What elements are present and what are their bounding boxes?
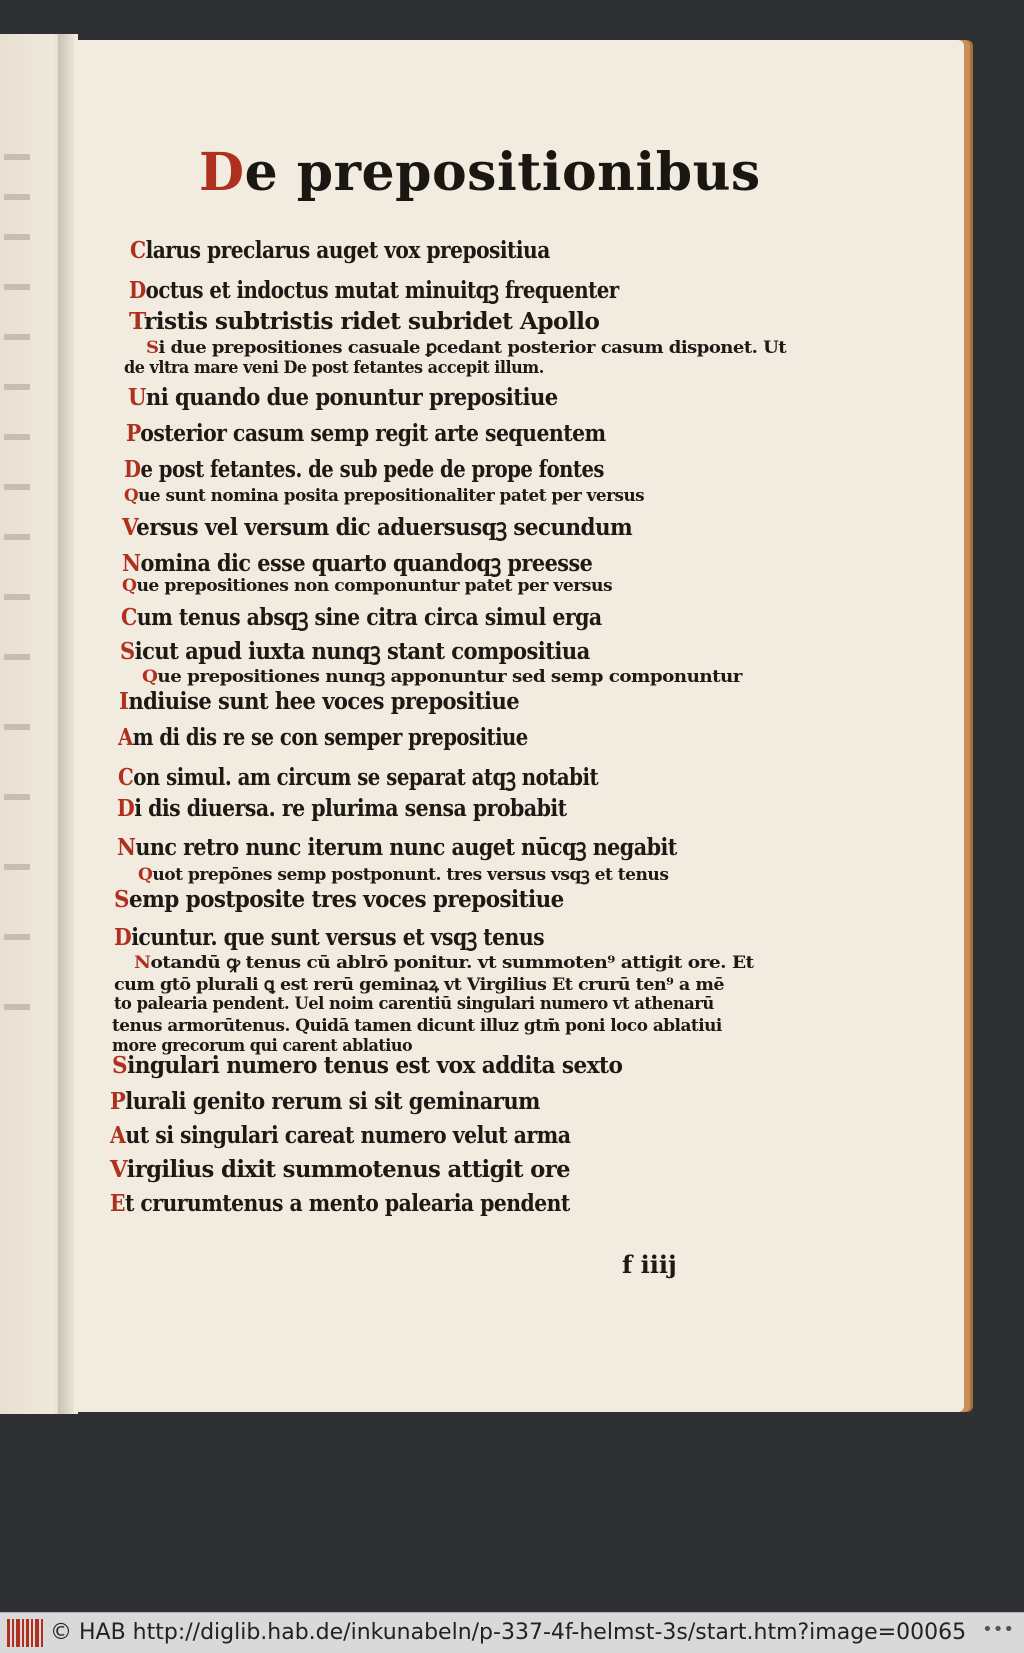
rubric-initial: A — [118, 724, 133, 751]
line-text: more grecorum qui carent ablatiuo — [112, 1036, 413, 1056]
line-text: icuntur. que sunt versus et vsqꝫ tenus — [131, 924, 545, 951]
line-text: i due prepositiones casuale ꝑcedant posterior casum disponet. Ut — [158, 338, 787, 358]
verse-line — [126, 420, 606, 447]
rubric-initial: D — [129, 277, 146, 304]
line-text: uot prepōnes semp postponunt. tres versus vsqꝫ et tenus — [152, 865, 669, 885]
ghost-text — [4, 284, 30, 290]
gloss-line — [146, 338, 786, 358]
line-text: de vltra mare veni De post fetantes accepit illum. — [124, 358, 544, 378]
line-text: ni quando due ponuntur prepositiue — [145, 384, 558, 411]
rubric-initial: Q — [138, 865, 153, 885]
rubric-initial: V — [122, 514, 137, 541]
title-initial: D — [199, 142, 245, 203]
verse-line — [130, 237, 550, 264]
verse-line — [120, 634, 590, 666]
rubric-initial: D — [124, 456, 141, 483]
rubric-initial: S — [114, 886, 129, 913]
rubric-initial: E — [110, 1190, 125, 1217]
gloss-line — [114, 972, 724, 995]
rubric-initial: S — [120, 638, 135, 665]
rubric-initial: D — [117, 795, 135, 822]
line-text: ue sunt nomina posita prepositionaliter patet per versus — [138, 486, 645, 506]
line-text: icut apud iuxta nunqꝫ stant compositiua — [134, 638, 590, 665]
line-text: t crurumtenus a mento palearia pendent — [124, 1190, 570, 1217]
verse-line — [110, 1122, 571, 1149]
verse-line — [112, 1052, 622, 1079]
verse-line — [129, 308, 599, 335]
gloss-line — [142, 664, 742, 687]
ghost-text — [4, 654, 30, 660]
line-text: osterior casum semp regit arte sequentem — [140, 420, 606, 447]
line-text: ersus vel versum dic aduersusqꝫ secundum — [136, 514, 633, 541]
line-text: otandū ꝙ tenus cū ablrō ponitur. vt summoten⁹ attigit ore. Et — [150, 953, 754, 973]
ghost-text — [4, 434, 30, 440]
rubric-initial: A — [110, 1122, 126, 1149]
verse-line — [122, 546, 592, 578]
gloss-line — [124, 486, 644, 506]
line-text: lurali genito rerum si sit geminarum — [125, 1088, 540, 1115]
rubric-initial: T — [129, 308, 145, 335]
verse-line — [114, 886, 564, 913]
line-text: um tenus absqꝫ sine citra circa simul erga — [136, 604, 602, 631]
rubric-initial: Q — [142, 667, 158, 687]
book-page — [74, 40, 964, 1412]
rubric-initial: U — [128, 384, 146, 411]
ghost-text — [4, 154, 30, 160]
line-text: on simul. am circum se separat atqꝫ notabit — [133, 764, 599, 791]
source-url[interactable]: © HAB http://diglib.hab.de/inkunabeln/p-337-4f-helmst-3s/start.htm?image=00065 — [50, 1620, 967, 1645]
line-text: e post fetantes. de sub pede de prope fontes — [140, 456, 604, 483]
line-text: i dis diuersa. re plurima sensa probabit — [134, 795, 567, 822]
ghost-text — [4, 384, 30, 390]
title-text: e prepositionibus — [244, 142, 761, 203]
ghost-text — [4, 334, 30, 340]
rubric-initial: C — [121, 604, 137, 631]
verse-line — [117, 830, 677, 862]
rubric-initial: C — [118, 764, 134, 791]
verse-line — [122, 510, 632, 542]
gloss-line — [114, 994, 714, 1014]
line-text: ndiuise sunt hee voces prepositiue — [128, 688, 520, 715]
verse-line — [128, 384, 558, 411]
barcode-icon — [6, 1617, 44, 1649]
verse-line — [110, 1190, 570, 1217]
ghost-text — [4, 534, 30, 540]
line-text: ue prepositiones nunqꝫ apponuntur sed semp componuntur — [157, 667, 742, 687]
rubric-initial: Q — [122, 576, 137, 596]
verse-line — [124, 456, 604, 483]
rubric-initial: N — [122, 550, 141, 577]
verse-line — [110, 1088, 540, 1115]
ghost-text — [4, 484, 30, 490]
line-text: larus preclarus auget vox prepositiua — [145, 237, 550, 264]
rubric-initial: N — [134, 953, 151, 973]
rubric-initial: Q — [124, 486, 139, 506]
line-text: ingulari numero tenus est vox addita sexto — [127, 1052, 623, 1079]
ghost-text — [4, 594, 30, 600]
rubric-initial: P — [110, 1088, 126, 1115]
line-text: octus et indoctus mutat minuitqꝫ frequenter — [145, 277, 619, 304]
rubric-initial: V — [110, 1156, 127, 1183]
more-icon[interactable]: ••• — [982, 1619, 1014, 1640]
footer-bar — [0, 1612, 1024, 1653]
verse-line — [129, 273, 619, 305]
rubric-initial: D — [114, 924, 132, 951]
line-text: m di dis re se con semper prepositiue — [132, 724, 528, 751]
ghost-text — [4, 724, 30, 730]
ghost-text — [4, 934, 30, 940]
ghost-text — [4, 234, 30, 240]
gloss-line — [122, 576, 612, 596]
text-block — [74, 40, 964, 1412]
line-text: cum gtō plurali ꝗ est rerū geminaꝝ vt Virgilius Et crurū ten⁹ a mē — [114, 975, 725, 995]
ghost-text — [4, 1004, 30, 1010]
rubric-initial: S — [146, 338, 159, 358]
rubric-initial: N — [117, 834, 136, 861]
verse-line — [110, 1156, 570, 1183]
rubric-initial: C — [130, 237, 146, 264]
page-title — [199, 142, 761, 203]
verse-line — [119, 688, 519, 715]
line-text: ristis subtristis ridet subridet Apollo — [144, 308, 600, 335]
ghost-text — [4, 864, 30, 870]
ghost-text — [4, 794, 30, 800]
rubric-initial: P — [126, 420, 141, 447]
rubric-initial: S — [112, 1052, 128, 1079]
ghost-text — [4, 194, 30, 200]
verse-line — [121, 600, 602, 632]
verse-line — [114, 920, 544, 952]
line-text: ut si singulari careat numero velut arma — [125, 1122, 571, 1149]
rubric-initial: I — [119, 688, 129, 715]
line-text: irgilius dixit summotenus attigit ore — [126, 1156, 571, 1183]
line-text: tenus armorūtenus. Quidā tamen dicunt illuz gtm̄ poni loco ablatiui — [112, 1016, 722, 1036]
verse-line — [117, 795, 567, 822]
line-text: to palearia pendent. Uel noim carentiū singulari numero vt athenarū — [114, 994, 714, 1014]
line-text: omina dic esse quarto quandoqꝫ preesse — [140, 550, 593, 577]
line-text: unc retro nunc iterum nunc auget nūcqꝫ negabit — [135, 834, 677, 861]
gloss-line — [138, 862, 668, 885]
gloss-line — [112, 1016, 722, 1036]
gloss-line — [124, 358, 544, 378]
verse-line — [118, 760, 598, 792]
signature-mark: f iiij — [622, 1250, 677, 1279]
verse-line — [118, 724, 528, 751]
gloss-line — [134, 950, 754, 973]
line-text: ue prepositiones non componuntur patet per versus — [136, 576, 613, 596]
line-text: emp postposite tres voces prepositiue — [128, 886, 564, 913]
